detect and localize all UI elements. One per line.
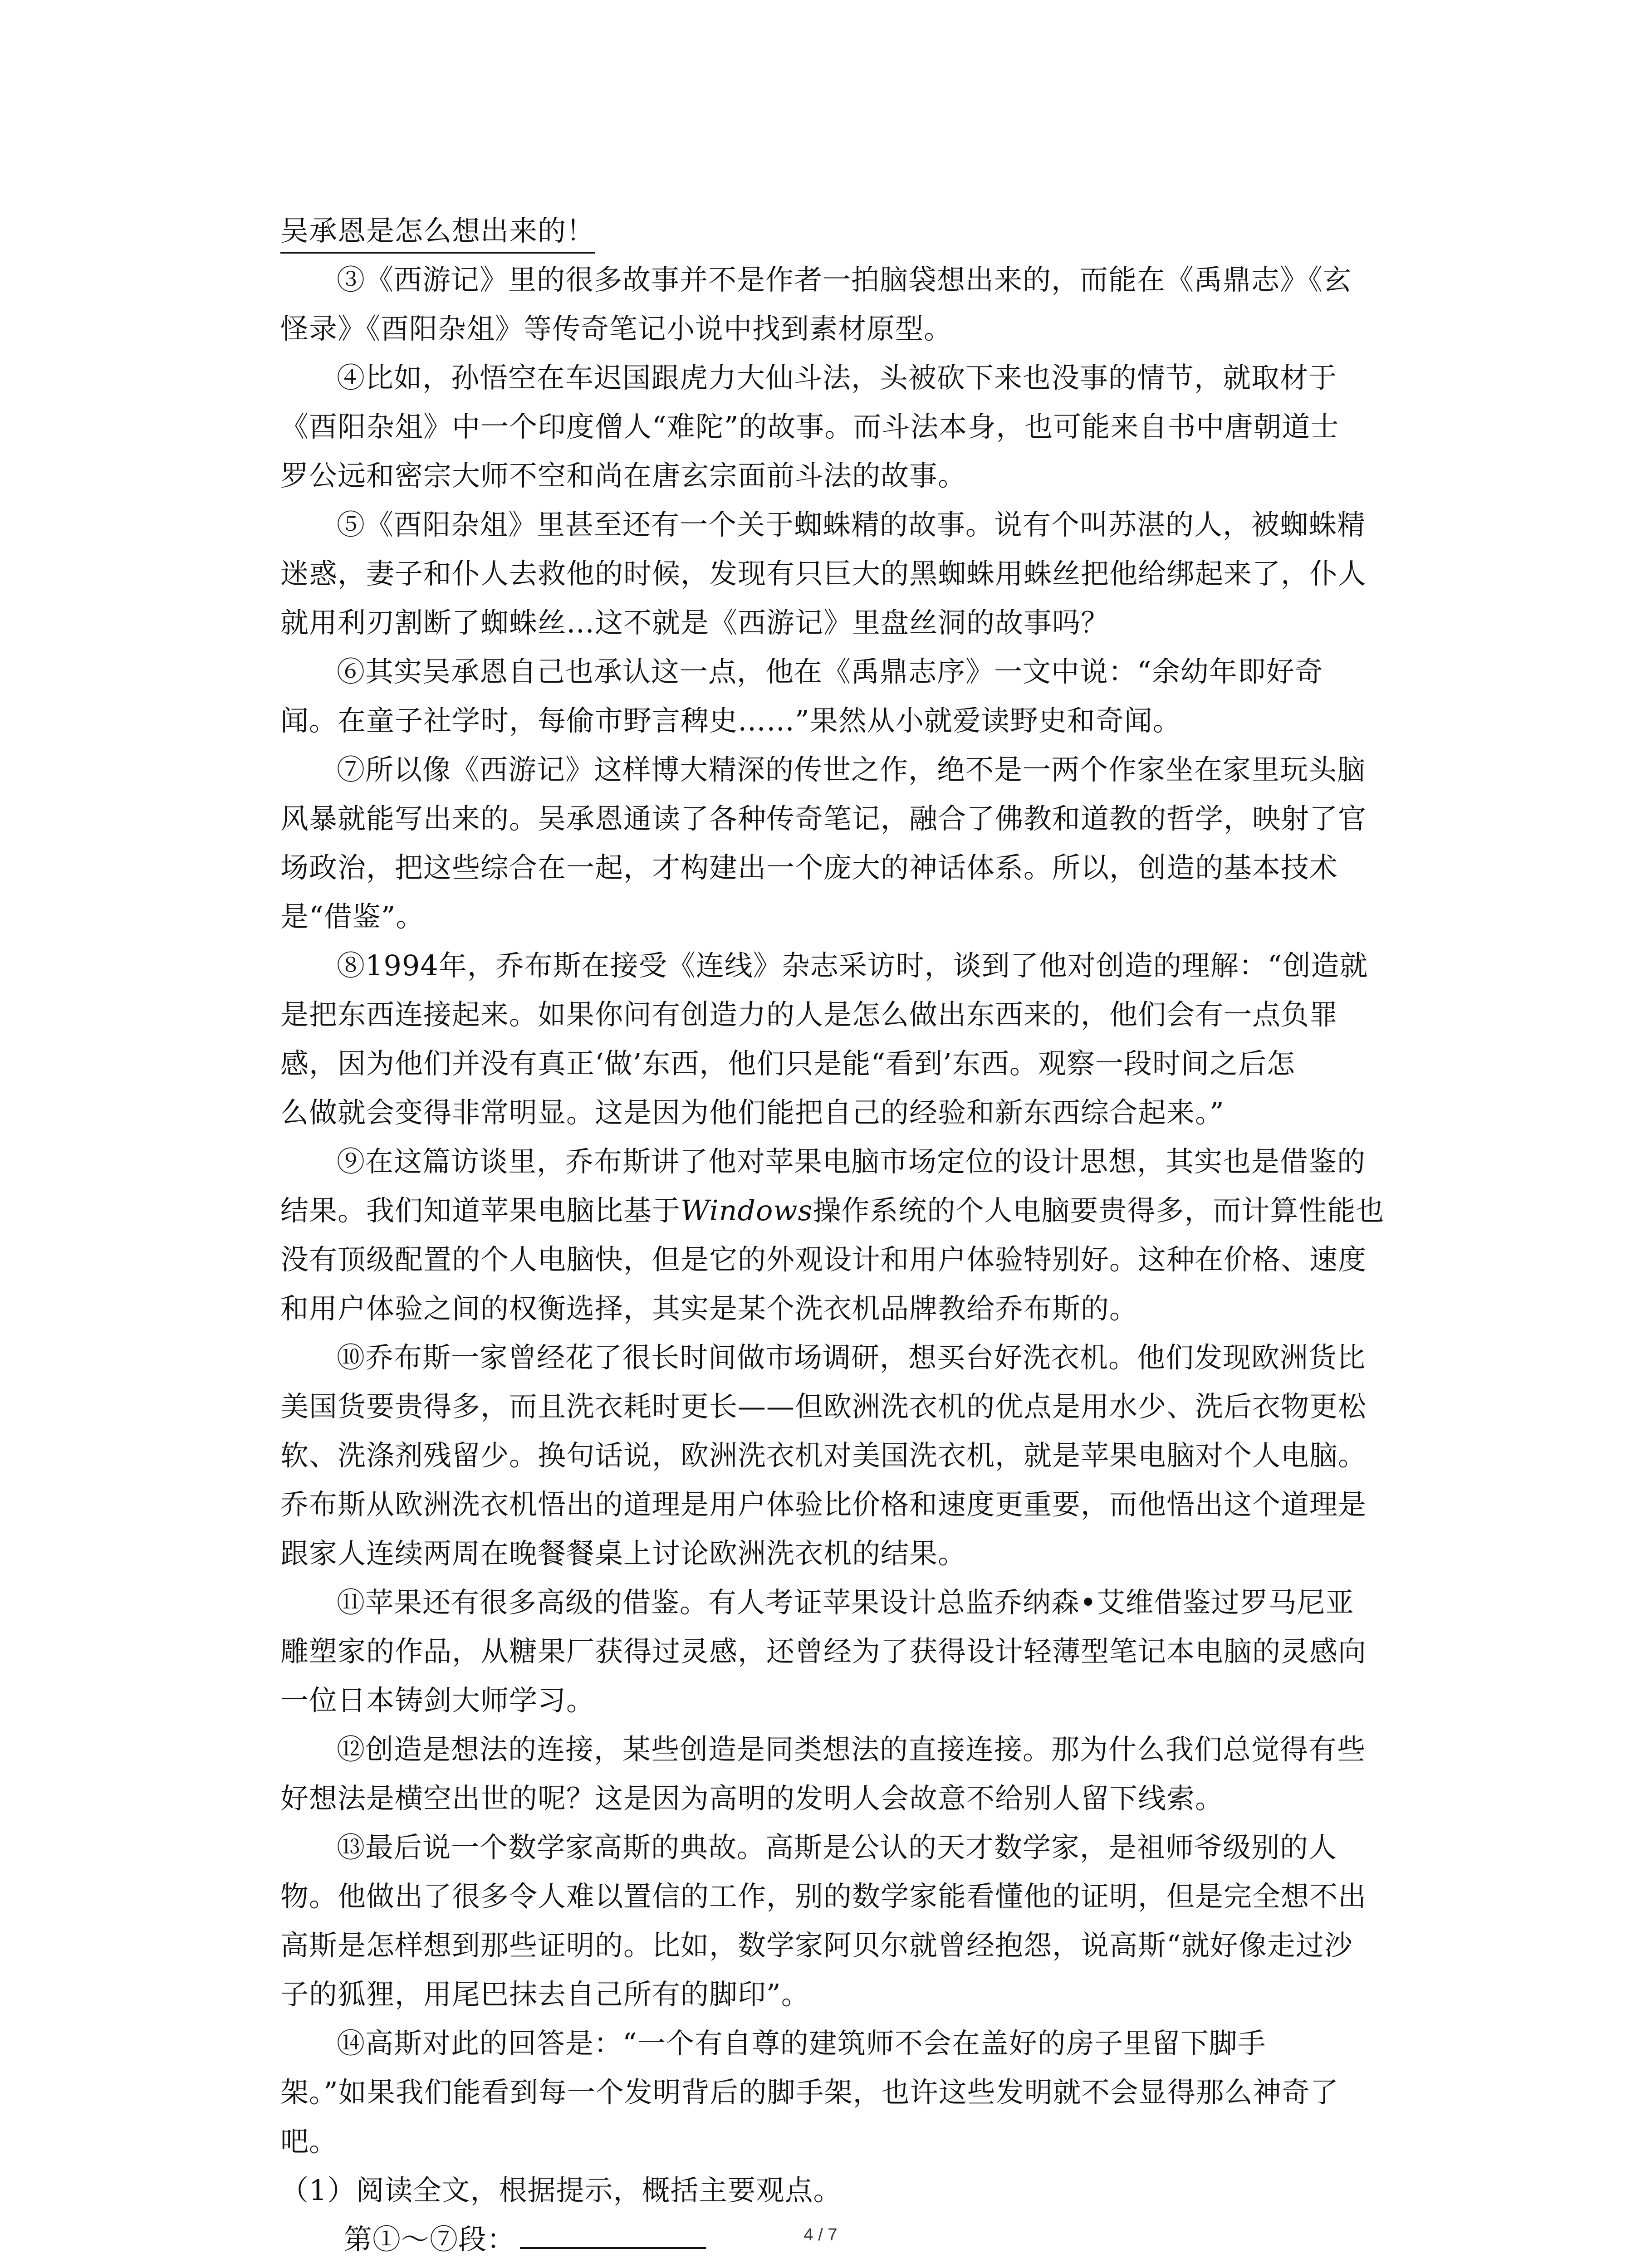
- article-body: [280, 206, 1428, 2264]
- question-1: （1）阅读全文，根据提示，概括主要观点。: [280, 2174, 842, 2207]
- page-number: 4 / 7: [803, 2225, 838, 2244]
- paragraph-12-line-2: 好想法是横空出世的呢？这是因为高明的发明人会故意不给别人留下线索。: [280, 1782, 1224, 1815]
- paragraph-11-line-2: 雕塑家的作品，从糖果厂获得过灵感，还曾经为了获得设计轻薄型笔记本电脑的灵感向: [280, 1635, 1367, 1668]
- paragraph-12-line-1: ⑫创造是想法的连接，某些创造是同类想法的直接连接。那为什么我们总觉得有些: [337, 1733, 1366, 1766]
- paragraph-7-line-3: 场政治，把这些综合在一起，才构建出一个庞大的神话体系。所以，创造的基本技术: [280, 851, 1338, 884]
- paragraph-9-line-3: 没有顶级配置的个人电脑快，但是它的外观设计和用户体验特别好。这种在价格、速度: [280, 1243, 1367, 1276]
- paragraph-4-line-2: 《酉阳杂俎》中一个印度僧人“难陀”的故事。而斗法本身，也可能来自书中唐朝道士: [280, 410, 1339, 443]
- paragraph-9-line-4: 和用户体验之间的权衡选择，其实是某个洗衣机品牌教给乔布斯的。: [280, 1292, 1138, 1325]
- paragraph-10-line-1: ⑩乔布斯一家曾经花了很长时间做市场调研，想买台好洗衣机。他们发现欧洲货比: [337, 1341, 1366, 1374]
- paragraph-3-line-2: 怪录》《酉阳杂俎》等传奇笔记小说中找到素材原型。: [280, 312, 953, 345]
- paragraph-8-line-1: ⑧1994年，乔布斯在接受《连线》杂志采访时，谈到了他对创造的理解：“创造就: [337, 949, 1368, 982]
- paragraph-13-line-2: 物。他做出了很多令人难以置信的工作，别的数学家能看懂他的证明，但是完全想不出: [280, 1880, 1367, 1913]
- paragraph-5-line-1: ⑤《酉阳杂俎》里甚至还有一个关于蜘蛛精的故事。说有个叫苏湛的人，被蜘蛛精: [337, 508, 1366, 541]
- paragraph-8-line-4: 么做就会变得非常明显。这是因为他们能把自己的经验和新东西综合起来。”: [280, 1096, 1225, 1129]
- paragraph-7-line-2: 风暴就能写出来的。吴承恩通读了各种传奇笔记，融合了佛教和道教的哲学，映射了官: [280, 802, 1367, 835]
- paragraph-10-line-3: 软、洗涤剂残留少。换句话说，欧洲洗衣机对美国洗衣机，就是苹果电脑对个人电脑。: [280, 1439, 1367, 1472]
- windows-term: Windows: [681, 1194, 813, 1227]
- top-line-underlined: 吴承恩是怎么想出来的！: [280, 210, 595, 254]
- paragraph-7-line-4: 是“借鉴”。: [280, 900, 425, 933]
- paragraph-6-line-1: ⑥其实吴承恩自己也承认这一点，他在《禹鼎志序》一文中说：“余幼年即好奇: [337, 655, 1323, 688]
- paragraph-4-line-3: 罗公远和密宗大师不空和尚在唐玄宗面前斗法的故事。: [280, 459, 967, 492]
- text-line: [280, 206, 1428, 255]
- paragraph-13-line-4: 子的狐狸，用尾巴抹去自己所有的脚印”。: [280, 1978, 810, 2011]
- paragraph-8-line-3: 感，因为他们并没有真正‘做’东西，他们只是能“看到’东西。观察一段时间之后怎: [280, 1047, 1295, 1080]
- paragraph-14-line-2: 架。”如果我们能看到每一个发明背后的脚手架，也许这些发明就不会显得那么神奇了: [280, 2076, 1339, 2109]
- paragraph-11-line-3: 一位日本铸剑大师学习。: [280, 1684, 595, 1717]
- paragraph-9-line-2: [280, 1186, 1428, 1235]
- text-segment: 结果。我们知道苹果电脑比基于: [280, 1194, 681, 1227]
- paragraph-14-line-3: 吧。: [280, 2125, 338, 2158]
- answer-prompt: 第①～⑦段：: [344, 2223, 516, 2256]
- paragraph-7-line-1: ⑦所以像《西游记》这样博大精深的传世之作，绝不是一两个作家坐在家里玩头脑: [337, 753, 1366, 786]
- paragraph-4-line-1: ④比如，孙悟空在车迟国跟虎力大仙斗法，头被砍下来也没事的情节，就取材于: [337, 361, 1337, 394]
- paragraph-3-line-1: ③《西游记》里的很多故事并不是作者一拍脑袋想出来的，而能在《禹鼎志》《玄: [337, 263, 1352, 296]
- paragraph-10-line-2: 美国货要贵得多，而且洗衣耗时更长——但欧洲洗衣机的优点是用水少、洗后衣物更松: [280, 1390, 1367, 1423]
- paragraph-5-line-3: 就用利刃割断了蜘蛛丝…这不就是《西游记》里盘丝洞的故事吗？: [280, 606, 1110, 639]
- paragraph-13-line-1: ⑬最后说一个数学家高斯的典故。高斯是公认的天才数学家，是祖师爷级别的人: [337, 1831, 1337, 1864]
- paragraph-11-line-1: ⑪苹果还有很多高级的借鉴。有人考证苹果设计总监乔纳森•艾维借鉴过罗马尼亚: [337, 1586, 1354, 1619]
- paragraph-10-line-4: 乔布斯从欧洲洗衣机悟出的道理是用户体验比价格和速度更重要，而他悟出这个道理是: [280, 1488, 1367, 1521]
- paragraph-14-line-1: ⑭高斯对此的回答是：“一个有自尊的建筑师不会在盖好的房子里留下脚手: [337, 2027, 1266, 2060]
- paragraph-8-line-2: 是把东西连接起来。如果你问有创造力的人是怎么做出东西来的，他们会有一点负罪: [280, 998, 1338, 1031]
- paragraph-9-line-1: ⑨在这篇访谈里，乔布斯讲了他对苹果电脑市场定位的设计思想，其实也是借鉴的: [337, 1145, 1366, 1178]
- paragraph-10-line-5: 跟家人连续两周在晚餐餐桌上讨论欧洲洗衣机的结果。: [280, 1537, 967, 1570]
- paragraph-13-line-3: 高斯是怎样想到那些证明的。比如，数学家阿贝尔就曾经抱怨，说高斯“就好像走过沙: [280, 1929, 1353, 1962]
- paragraph-5-line-2: 迷惑，妻子和仆人去救他的时候，发现有只巨大的黑蜘蛛用蛛丝把他给绑起来了，仆人: [280, 557, 1367, 590]
- text-segment: 操作系统的个人电脑要贵得多，而计算性能也: [813, 1194, 1385, 1227]
- paragraph-6-line-2: 闻。在童子社学时，每偷市野言稗史……”果然从小就爱读野史和奇闻。: [280, 704, 1181, 737]
